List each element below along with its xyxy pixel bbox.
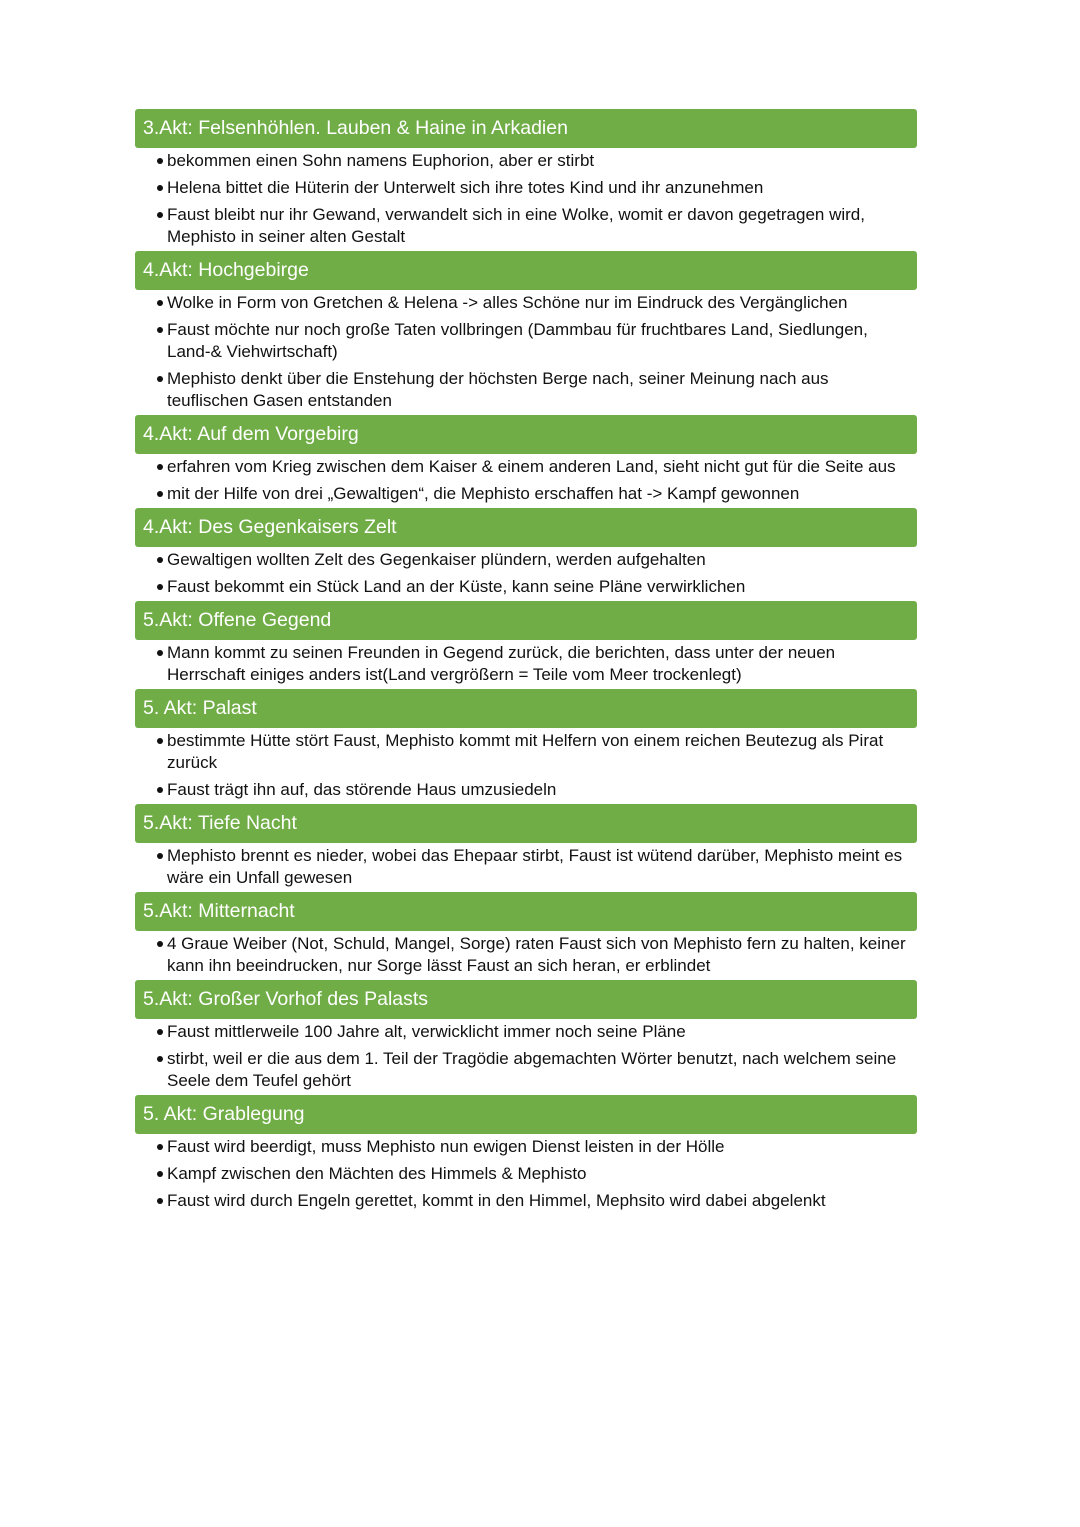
bullet-list <box>135 1134 917 1215</box>
list-item-text: Faust bekommt ein Stück Land an der Küste, kann seine Pläne verwirklichen <box>167 577 746 596</box>
bullet-dot-icon <box>157 491 163 497</box>
list-item-text: Helena bittet die Hüterin der Unterwelt sich ihre totes Kind und ihr anzunehmen <box>167 178 764 197</box>
list-item <box>135 204 917 248</box>
list-item-text: Mephisto brennt es nieder, wobei das Ehepaar stirbt, Faust ist wütend darüber, Mephisto meint es wäre ein Unfall gewesen <box>167 846 903 887</box>
list-item-text: Faust bleibt nur ihr Gewand, verwandelt sich in eine Wolke, womit er davon gegetragen wird, Mephisto in seiner alten Gestalt <box>167 205 865 246</box>
list-item <box>135 642 917 686</box>
bullet-dot-icon <box>157 464 163 470</box>
section-header: 4.Akt: Des Gegenkaisers Zelt <box>135 508 917 547</box>
section-header: 5. Akt: Palast <box>135 689 917 728</box>
bullet-list <box>135 640 917 689</box>
bullet-dot-icon <box>157 300 163 306</box>
section-act5-mitternacht <box>135 892 917 980</box>
list-item-text: erfahren vom Krieg zwischen dem Kaiser & einem anderen Land, sieht nicht gut für die Seite aus <box>167 457 896 476</box>
list-item <box>135 150 917 172</box>
bullet-dot-icon <box>157 158 163 164</box>
bullet-dot-icon <box>157 1029 163 1035</box>
list-item-text: stirbt, weil er die aus dem 1. Teil der Tragödie abgemachten Wörter benutzt, nach welchem seine Seele dem Teufel gehört <box>167 1049 897 1090</box>
section-header: 5.Akt: Mitternacht <box>135 892 917 931</box>
bullet-list <box>135 931 917 980</box>
section-act5-grablegung <box>135 1095 917 1215</box>
list-item <box>135 1190 917 1212</box>
list-item <box>135 549 917 571</box>
list-item-text: Faust trägt ihn auf, das störende Haus umzusiedeln <box>167 780 557 799</box>
bullet-list <box>135 454 917 508</box>
list-item-text: bestimmte Hütte stört Faust, Mephisto kommt mit Helfern von einem reichen Beutezug als Pirat zurück <box>167 731 884 772</box>
bullet-dot-icon <box>157 787 163 793</box>
bullet-list <box>135 1019 917 1095</box>
list-item-text: Faust mittlerweile 100 Jahre alt, verwicklicht immer noch seine Pläne <box>167 1022 686 1041</box>
section-header: 5.Akt: Großer Vorhof des Palasts <box>135 980 917 1019</box>
list-item <box>135 1136 917 1158</box>
bullet-dot-icon <box>157 650 163 656</box>
list-item <box>135 1048 917 1092</box>
bullet-dot-icon <box>157 1056 163 1062</box>
section-header: 5.Akt: Offene Gegend <box>135 601 917 640</box>
list-item <box>135 576 917 598</box>
document-page <box>135 109 917 1215</box>
section-act3-felsenhoehlen <box>135 109 917 251</box>
list-item <box>135 1163 917 1185</box>
list-item-text: Wolke in Form von Gretchen & Helena -> alles Schöne nur im Eindruck des Vergänglichen <box>167 293 848 312</box>
list-item-text: Mephisto denkt über die Enstehung der höchsten Berge nach, seiner Meinung nach aus teuflischen Gasen entstanden <box>167 369 829 410</box>
bullet-dot-icon <box>157 584 163 590</box>
section-act5-palast <box>135 689 917 804</box>
bullet-list <box>135 290 917 415</box>
list-item <box>135 368 917 412</box>
list-item-text: 4 Graue Weiber (Not, Schuld, Mangel, Sorge) raten Faust sich von Mephisto fern zu halten, keiner kann ihn beeindrucken, nur Sorge lässt Faust an sich heran, er erblindet <box>167 934 906 975</box>
section-act4-gegenkaisers-zelt <box>135 508 917 601</box>
section-header: 3.Akt: Felsenhöhlen. Lauben & Haine in Arkadien <box>135 109 917 148</box>
bullet-dot-icon <box>157 738 163 744</box>
section-header: 4.Akt: Auf dem Vorgebirg <box>135 415 917 454</box>
section-header: 4.Akt: Hochgebirge <box>135 251 917 290</box>
bullet-list <box>135 843 917 892</box>
bullet-dot-icon <box>157 1144 163 1150</box>
bullet-list <box>135 547 917 601</box>
section-act5-tiefe-nacht <box>135 804 917 892</box>
bullet-dot-icon <box>157 1198 163 1204</box>
bullet-list <box>135 148 917 251</box>
section-header: 5.Akt: Tiefe Nacht <box>135 804 917 843</box>
list-item <box>135 730 917 774</box>
bullet-dot-icon <box>157 1171 163 1177</box>
list-item-text: Faust möchte nur noch große Taten vollbringen (Dammbau für fruchtbares Land, Siedlungen, Land-& Viehwirtschaft) <box>167 320 868 361</box>
list-item-text: Gewaltigen wollten Zelt des Gegenkaiser plündern, werden aufgehalten <box>167 550 706 569</box>
list-item <box>135 456 917 478</box>
list-item <box>135 292 917 314</box>
bullet-dot-icon <box>157 327 163 333</box>
section-header: 5. Akt: Grablegung <box>135 1095 917 1134</box>
list-item-text: Mann kommt zu seinen Freunden in Gegend zurück, die berichten, dass unter der neuen Herrschaft einiges anders ist(Land vergrößern = Teile vom Meer trockenlegt) <box>167 643 836 684</box>
bullet-dot-icon <box>157 557 163 563</box>
list-item-text: mit der Hilfe von drei „Gewaltigen“, die Mephisto erschaffen hat -> Kampf gewonnen <box>167 484 800 503</box>
list-item-text: Kampf zwischen den Mächten des Himmels & Mephisto <box>167 1164 587 1183</box>
bullet-dot-icon <box>157 941 163 947</box>
list-item-text: Faust wird beerdigt, muss Mephisto nun ewigen Dienst leisten in der Hölle <box>167 1137 725 1156</box>
bullet-dot-icon <box>157 185 163 191</box>
bullet-list <box>135 728 917 804</box>
list-item-text: Faust wird durch Engeln gerettet, kommt in den Himmel, Mephsito wird dabei abgelenkt <box>167 1191 826 1210</box>
list-item <box>135 933 917 977</box>
section-act5-grosser-vorhof <box>135 980 917 1095</box>
list-item <box>135 845 917 889</box>
list-item-text: bekommen einen Sohn namens Euphorion, aber er stirbt <box>167 151 595 170</box>
list-item <box>135 319 917 363</box>
bullet-dot-icon <box>157 376 163 382</box>
section-act4-vorgebirg <box>135 415 917 508</box>
list-item <box>135 483 917 505</box>
bullet-dot-icon <box>157 212 163 218</box>
bullet-dot-icon <box>157 853 163 859</box>
section-act5-offene-gegend <box>135 601 917 689</box>
list-item <box>135 779 917 801</box>
list-item <box>135 1021 917 1043</box>
section-act4-hochgebirge <box>135 251 917 415</box>
list-item <box>135 177 917 199</box>
